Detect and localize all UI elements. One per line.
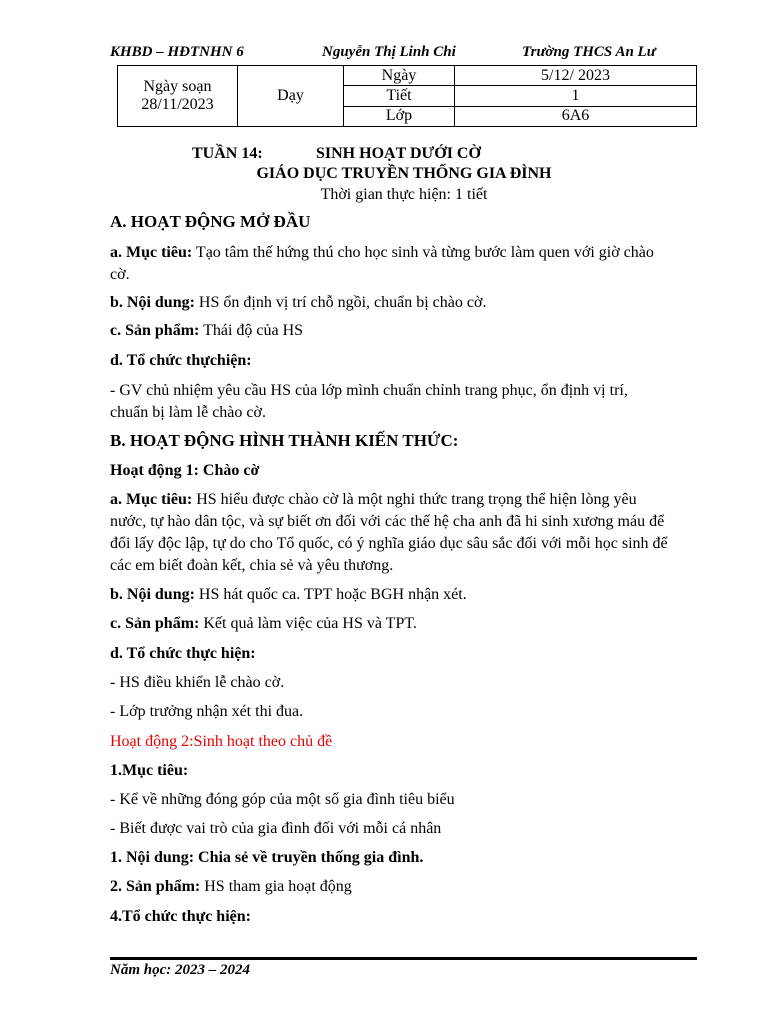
section-a-heading: A. HOẠT ĐỘNG MỞ ĐẦU bbox=[110, 212, 311, 231]
product-2 bbox=[110, 876, 670, 898]
section-a-content-label: b. Nội dung: bbox=[110, 294, 195, 311]
content-2 bbox=[110, 847, 670, 869]
section-b-goal-text: HS hiểu được chào cờ là một nghi thức trang trọng thể hiện lòng yêu nước, tự hào dân tộc, và sự biết ơn đối với các thế hệ cha anh đã hi sinh xương máu để đổi lấy độc lập, tự do cho Tổ quốc, có ý nghĩa giáo dục sâu sắc đối với mỗi học sinh để các em biết đoàn kết, chia sẻ và yêu thương. bbox=[110, 491, 668, 574]
row-label-period: Tiết bbox=[344, 86, 455, 106]
section-a-product-label: c. Sản phẩm: bbox=[110, 322, 200, 339]
activity-2-title: Hoạt động 2:Sinh hoạt theo chủ đề bbox=[110, 733, 333, 750]
section-a-goal bbox=[110, 242, 670, 286]
footer-school-year: Năm học: 2023 – 2024 bbox=[110, 962, 250, 978]
footer-divider bbox=[110, 957, 697, 960]
list-item: - HS điều khiển lễ chào cờ. bbox=[110, 674, 285, 691]
title-week-line bbox=[192, 145, 481, 163]
section-b-org-label bbox=[110, 643, 670, 665]
page-header bbox=[110, 44, 697, 64]
prep-label: Ngày soạn bbox=[143, 78, 212, 95]
goal-2-label bbox=[110, 760, 670, 782]
section-a-org-label bbox=[110, 350, 670, 372]
list-item: - Kể về những đóng góp của một số gia đình tiêu biểu bbox=[110, 791, 455, 808]
row-value-period: 1 bbox=[455, 86, 697, 106]
row-label-date: Ngày bbox=[344, 66, 455, 86]
section-b-content bbox=[110, 584, 670, 606]
lesson-info-table bbox=[117, 65, 697, 127]
row-label-class: Lớp bbox=[344, 106, 455, 126]
section-b-product bbox=[110, 613, 670, 635]
teach-label: Dạy bbox=[238, 66, 344, 127]
section-a-content-text: HS ổn định vị trí chỗ ngồi, chuẩn bị chào cờ. bbox=[194, 294, 487, 311]
row-value-date: 5/12/ 2023 bbox=[455, 66, 697, 86]
section-b-product-label: c. Sản phẩm: bbox=[110, 615, 200, 632]
row-value-class: 6A6 bbox=[455, 106, 697, 126]
header-subject: KHBD – HĐTNHN 6 bbox=[110, 44, 244, 60]
title-activity: SINH HOẠT DƯỚI CỜ bbox=[316, 145, 481, 162]
org-2-label-text: 4.Tổ chức thực hiện: bbox=[110, 908, 251, 925]
title-week: TUẦN 14: bbox=[192, 145, 263, 162]
section-a-product-text: Thái độ của HS bbox=[199, 322, 304, 339]
activity-1-title bbox=[110, 460, 670, 482]
header-teacher: Nguyễn Thị Linh Chi bbox=[322, 44, 456, 60]
section-a-goal-label: a. Mục tiêu: bbox=[110, 244, 193, 261]
section-b-goal bbox=[110, 489, 670, 577]
content-2-text: 1. Nội dung: Chia sẻ về truyền thống gia đình. bbox=[110, 849, 424, 866]
section-a-org-text: - GV chủ nhiệm yêu cầu HS của lớp mình chuẩn chỉnh trang phục, ổn định vị trí, chuẩn bị làm lễ chào cờ. bbox=[110, 382, 628, 421]
section-a-goal-text: Tạo tâm thế hứng thú cho học sinh và từng bước làm quen với giờ chào cờ. bbox=[110, 244, 654, 283]
activity-1-title-text: Hoạt động 1: Chào cờ bbox=[110, 462, 260, 479]
section-a-product bbox=[110, 320, 670, 342]
section-b-product-text: Kết quả làm việc của HS và TPT. bbox=[199, 615, 417, 632]
list-item: - Lớp trưởng nhận xét thi đua. bbox=[110, 703, 304, 720]
section-a-org-label-text: d. Tổ chức thựchiện: bbox=[110, 352, 252, 369]
list-item: - Biết được vai trò của gia đình đối với mỗi cá nhân bbox=[110, 820, 442, 837]
org-2-label bbox=[110, 906, 670, 928]
prep-date: 28/11/2023 bbox=[141, 96, 214, 113]
product-2-text: HS tham gia hoạt động bbox=[200, 878, 352, 895]
title-duration: Thời gian thực hiện: 1 tiết bbox=[320, 186, 488, 203]
section-b-content-text: HS hát quốc ca. TPT hoặc BGH nhận xét. bbox=[194, 586, 467, 603]
section-a-content bbox=[110, 292, 670, 314]
goal-2-label-text: 1.Mục tiêu: bbox=[110, 762, 189, 779]
section-b-org-label-text: d. Tổ chức thực hiện: bbox=[110, 645, 256, 662]
header-school: Trường THCS An Lư bbox=[522, 44, 656, 60]
prep-date-cell bbox=[118, 66, 238, 127]
section-b-heading: B. HOẠT ĐỘNG HÌNH THÀNH KIẾN THỨC: bbox=[110, 431, 459, 450]
section-b-goal-label: a. Mục tiêu: bbox=[110, 491, 193, 508]
section-b-content-label: b. Nội dung: bbox=[110, 586, 195, 603]
title-topic: GIÁO DỤC TRUYỀN THỐNG GIA ĐÌNH bbox=[256, 165, 552, 182]
product-2-label: 2. Sản phẩm: bbox=[110, 878, 201, 895]
